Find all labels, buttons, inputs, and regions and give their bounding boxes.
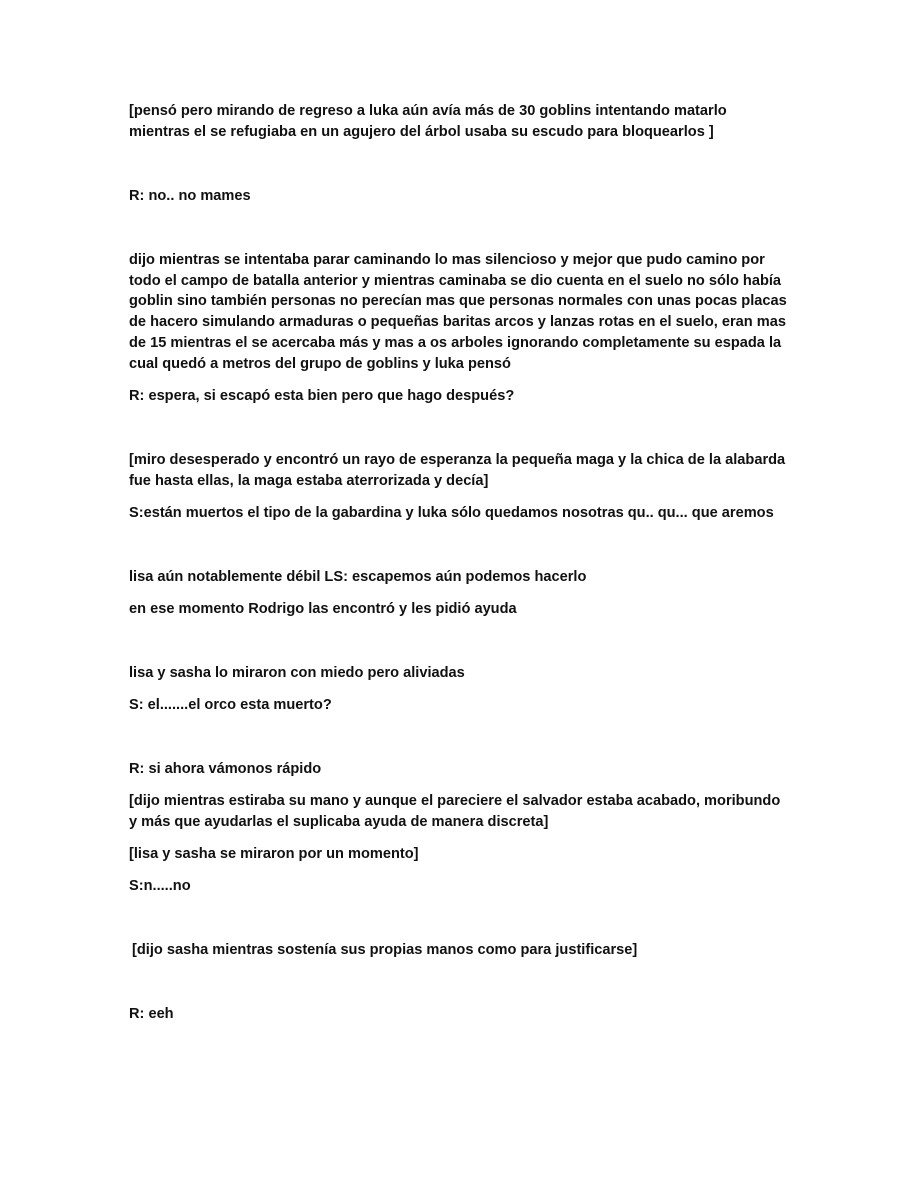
paragraph-1: [pensó pero mirando de regreso a luka aún avía más de 30 goblins intentando matarlo mientras el se refugiaba en un agujero del árbol usaba su escudo para bloquearlos ]	[129, 103, 727, 140]
paragraph-16: R: eeh	[129, 1006, 174, 1022]
paragraph-3: dijo mientras se intentaba parar caminando lo mas silencioso y mejor que pudo camino por todo el campo de batalla anterior y mientras caminaba se dio cuenta en el suelo no sólo había goblin sino también personas no perecían mas que personas normales con unas pocas placas de hacero simulando armaduras o pequeñas baritas arcos y lanzas rotas en el suelo, eran mas de 15 mientras el se acercaba más y mas a os arboles ignorando completamente su espada la cual quedó a metros del grupo de goblins y luka pensó	[129, 252, 787, 372]
paragraph-12: [dijo mientras estiraba su mano y aunque el pareciere el salvador estaba acabado, moribundo y más que ayudarlas el suplicaba ayuda de manera discreta]	[129, 793, 781, 830]
paragraph-9: lisa y sasha lo miraron con miedo pero aliviadas	[129, 665, 465, 681]
paragraph-13: [lisa y sasha se miraron por un momento]	[129, 846, 419, 862]
paragraph-7: lisa aún notablemente débil LS: escapemos aún podemos hacerlo	[129, 569, 587, 585]
paragraph-4: R: espera, si escapó esta bien pero que hago después?	[129, 388, 515, 404]
paragraph-6: S:están muertos el tipo de la gabardina y luka sólo quedamos nosotras qu.. qu... que aremos	[129, 505, 774, 521]
paragraph-14: S:n.....no	[129, 878, 191, 894]
paragraph-5: [miro desesperado y encontró un rayo de esperanza la pequeña maga y la chica de la alabarda fue hasta ellas, la maga estaba aterrorizada y decía]	[129, 452, 786, 489]
paragraph-2: R: no.. no mames	[129, 188, 251, 204]
paragraph-15: [dijo sasha mientras sostenía sus propias manos como para justificarse]	[132, 942, 638, 958]
paragraph-10: S: el.......el orco esta muerto?	[129, 697, 332, 713]
paragraph-8: en ese momento Rodrigo las encontró y les pidió ayuda	[129, 601, 517, 617]
paragraph-11: R: si ahora vámonos rápido	[129, 761, 322, 777]
